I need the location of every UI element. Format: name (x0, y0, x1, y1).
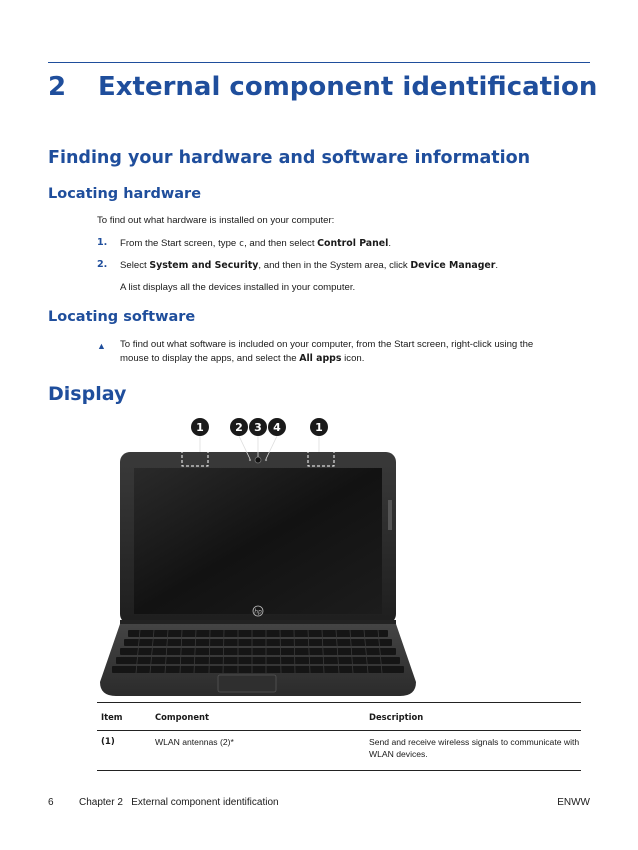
webcam-lens (255, 457, 261, 463)
table-row (97, 731, 581, 771)
heading-locating-hardware: Locating hardware (48, 186, 202, 202)
keyboard (112, 630, 404, 673)
chapter-title-text: External component identification (98, 72, 598, 102)
hardware-intro: To find out what hardware is installed on your computer: (97, 215, 335, 226)
step-1-number: 1. (97, 237, 108, 248)
triangle-bullet-icon: ▲ (97, 341, 106, 351)
callout-3 (249, 418, 267, 436)
callout-1-right (310, 418, 328, 436)
svg-text:4: 4 (273, 421, 281, 434)
touchpad (218, 675, 276, 692)
footer-code: ENWW (557, 797, 590, 808)
top-rule (48, 62, 590, 63)
header-component: Component (155, 711, 209, 722)
heading-locating-software: Locating software (48, 309, 196, 325)
svg-text:1: 1 (196, 421, 204, 434)
cell-component: WLAN antennas (2)* (155, 737, 234, 747)
laptop-display-illustration (90, 412, 430, 700)
svg-text:hp: hp (254, 608, 262, 616)
step-1-text: From the Start screen, type c, and then select Control Panel. (120, 238, 392, 249)
footer-chapter: Chapter 2 External component identification (79, 797, 279, 808)
svg-text:3: 3 (254, 421, 262, 434)
header-description: Description (369, 711, 424, 722)
callout-2 (230, 418, 248, 436)
svg-text:1: 1 (315, 421, 323, 434)
callout-1-left (191, 418, 209, 436)
cell-item: (1) (101, 737, 115, 747)
component-table (97, 702, 581, 771)
table-header-row (97, 703, 581, 731)
step-2-number: 2. (97, 259, 108, 270)
step-2-text: Select System and Security, and then in the System area, click Device Manager. (120, 260, 499, 271)
device-list-note: A list displays all the devices installed in your computer. (120, 282, 356, 293)
section-heading-hw-sw: Finding your hardware and software information (48, 148, 531, 168)
cell-description: Send and receive wireless signals to communicate with WLAN devices. (369, 737, 580, 759)
chapter-number: 2 (48, 72, 67, 102)
chapter-title (48, 72, 597, 102)
header-item: Item (101, 711, 123, 722)
laptop-screen (134, 468, 382, 614)
heading-display: Display (48, 383, 127, 405)
software-instructions: To find out what software is included on your computer, from the Start screen, right-click using the mouse to display the apps, and select the All apps icon. (120, 339, 534, 364)
footer-page-number: 6 (48, 797, 54, 808)
callout-4 (268, 418, 286, 436)
svg-text:2: 2 (235, 421, 243, 434)
key-c: c (238, 239, 245, 249)
